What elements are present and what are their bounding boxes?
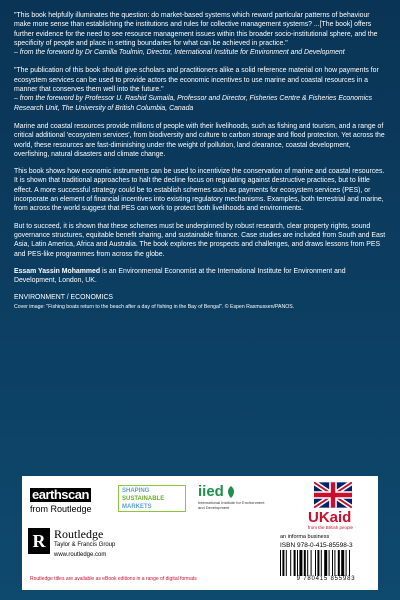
routledge-logo bbox=[28, 528, 115, 560]
barcode-number: 9 780415 855983 bbox=[296, 576, 356, 582]
iied-subtitle: International Institute for Environment and Development bbox=[198, 500, 265, 510]
earthscan-logo bbox=[30, 486, 92, 515]
shaping-sustainable-markets-logo bbox=[118, 485, 186, 512]
quote-source: – from the foreword by Professor U. Rashid Sumaila, Professor and Director, Fisheries Centre & Fisheries Economics Research Unit, The University of British Columbia, Canada bbox=[14, 95, 373, 112]
shaping-line: SHAPING bbox=[122, 488, 150, 494]
author-name: Essam Yassin Mohammed bbox=[14, 267, 101, 275]
author-bio bbox=[14, 267, 386, 286]
quote-text: "The publication of this book should give scholars and practitioners alike a solid reference material on how payments for ecosystem services can be used to provide actors the economic incentives to use marine and coastal resources in a manner that conserves them well into the future." bbox=[14, 67, 379, 94]
routledge-r-mark: R bbox=[28, 528, 50, 554]
routledge-name: Routledge bbox=[54, 527, 104, 541]
description-paragraph: Marine and coastal resources provide millions of people with their livelihoods, such as fishing and tourism, and a range of critical additional 'ecosystem services', from biodiversity and culture to carbon storage and flood protection. Yet across the world, these resources are fast-diminishing under the weight of pollution, land clearance, coastal development, overfishing, natural disasters and climate change. bbox=[14, 122, 385, 158]
description-paragraph: This book shows how economic instruments can be used to incentivize the conservation of marine and coastal resources. It is shown that traditional approaches to halt the decline focus on regulating against destructive practices, but to little effect. A more successful strategy could be to establish schemes such as payments for ecosystem services (PES), or incorporate an element of financial incentives into existing regulatory mechanisms. Examples, both terrestrial and marine, from across the world suggest that PES can work to protect both livelihoods and environments. bbox=[14, 168, 385, 213]
iied-logo bbox=[198, 484, 268, 510]
earthscan-subtitle: from Routledge bbox=[30, 504, 92, 514]
cover-image-credit: Cover image: "Fishing boats return to the beach after a day of fishing in the Bay of Bengal". © Espen Rasmussen/PANOS. bbox=[14, 304, 295, 311]
shaping-line: MARKETS bbox=[122, 504, 152, 510]
quote-text: "This book helpfully illuminates the question: do market-based systems which reward particular patterns of behaviour make more sense than establishing the institutions and rules for collective management systems? ...[The book] offers further evidence for the need to see resource management issues within this broader socio-institutional sphere, and the specificity of people and place in setting boundaries for what can be achieved in practice." bbox=[14, 12, 378, 47]
description-paragraph: But to succeed, it is shown that these schemes must be underpinned by robust research, clear property rights, sound governance structures, equitable benefit sharing, and sustainable finance. Case studies are included from South and East Asia, Latin America, Africa and Australia. The book explores the prospects and challenges, and draws lessons from PES and PES-like programmes from across the globe. bbox=[14, 222, 386, 258]
subject-category: ENVIRONMENT / ECONOMICS bbox=[14, 294, 114, 302]
union-jack-icon bbox=[314, 482, 352, 508]
ebook-note: Routledge titles are available as eBook editions in a range of digital formats bbox=[30, 576, 197, 582]
publisher-logo-panel bbox=[22, 476, 378, 590]
shaping-line: SUSTAINABLE bbox=[122, 496, 165, 502]
iied-leaf-icon bbox=[226, 486, 236, 498]
publisher-url: www.routledge.com bbox=[54, 552, 107, 558]
author-bio-text: is an Environmental Economist at the International Institute for Environment and Development, London, UK. bbox=[14, 267, 346, 285]
isbn-text: ISBN 978-0-415-85598-3 bbox=[280, 542, 353, 549]
ukaid-subtitle: from the British people bbox=[308, 525, 354, 530]
ukaid-wordmark: UKaid bbox=[308, 509, 352, 526]
ukaid-logo bbox=[308, 510, 353, 531]
iied-wordmark: iied bbox=[198, 483, 224, 500]
routledge-group: Taylor & Francis Group bbox=[54, 542, 116, 548]
earthscan-wordmark: earthscan bbox=[32, 487, 89, 502]
quote-source: – from the foreword by Dr Camilla Toulmin, Director, International Institute for Environment and Development bbox=[14, 49, 345, 57]
quote-block-1 bbox=[14, 11, 386, 57]
quote-block-2 bbox=[14, 66, 386, 112]
barcode bbox=[278, 550, 374, 576]
informa-business-text: an informa business bbox=[280, 534, 330, 540]
